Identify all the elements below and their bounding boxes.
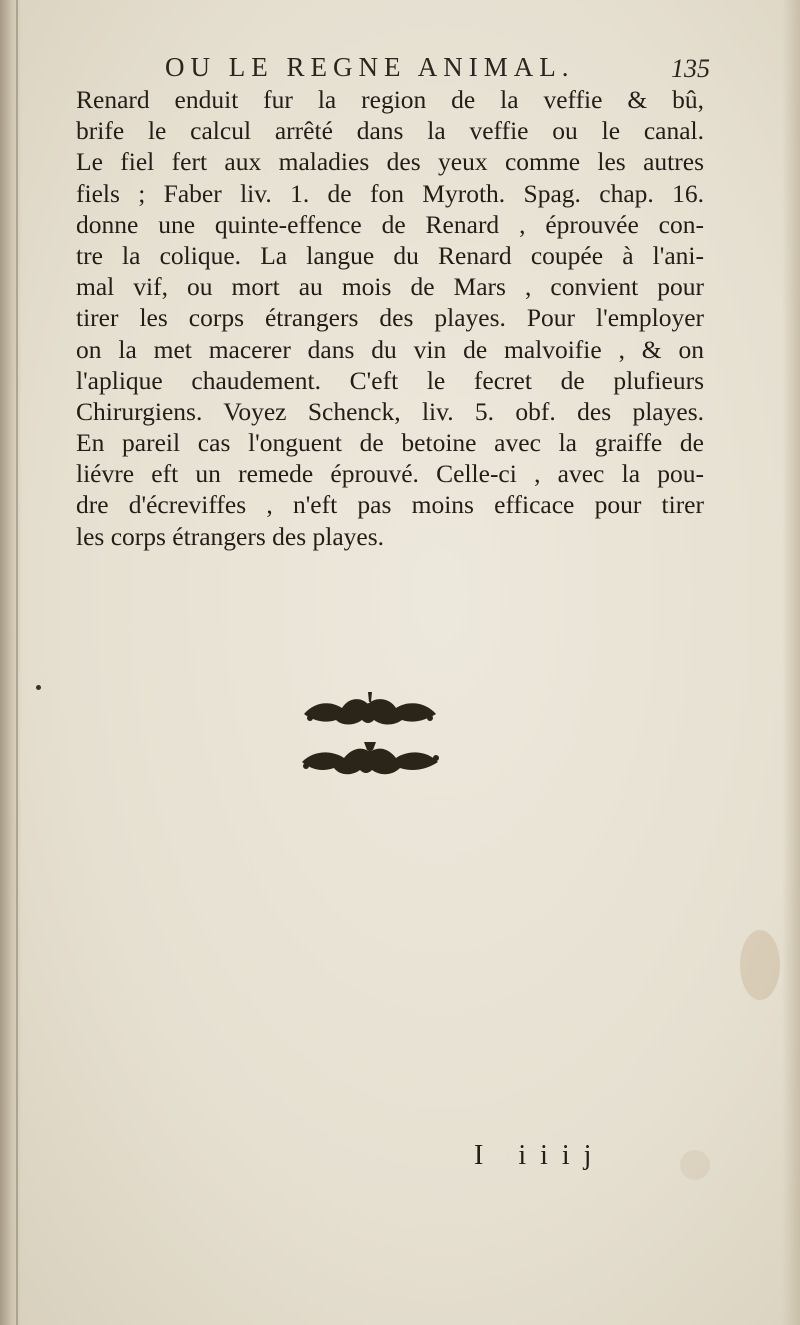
signature-mark: I iiij bbox=[474, 1140, 606, 1171]
ink-speck bbox=[36, 685, 41, 690]
text-line: liévre eft un remede éprouvé. Celle-ci , avec la pou- bbox=[76, 459, 704, 489]
text-line: En pareil cas l'onguent de betoine avec la graiffe de bbox=[76, 428, 704, 458]
text-line: Renard enduit fur la region de la veffie & bû, bbox=[76, 85, 704, 114]
text-line: Le fiel fert aux maladies des yeux comme les autres bbox=[76, 147, 704, 177]
paper-stain bbox=[740, 930, 780, 1000]
page-left-edge bbox=[0, 0, 22, 1325]
text-line: brife le calcul arrêté dans la veffie ou le canal. bbox=[76, 116, 704, 146]
page-number: 135 bbox=[671, 54, 710, 83]
text-line: fiels ; Faber liv. 1. de fon Myroth. Spag. chap. 16. bbox=[76, 178, 704, 208]
text-line: on la met macerer dans du vin de malvoifie , & on bbox=[76, 334, 704, 364]
printers-ornament-icon bbox=[290, 690, 450, 790]
running-title: OU LE REGNE ANIMAL. bbox=[165, 52, 575, 82]
text-line: tre la colique. La langue du Renard coupée à l'ani- bbox=[76, 240, 704, 270]
text-line: Chirurgiens. Voyez Schenck, liv. 5. obf. des playes. bbox=[76, 396, 704, 426]
page-right-edge bbox=[782, 0, 800, 1325]
binding-shadow bbox=[16, 0, 18, 1325]
body-text bbox=[76, 84, 704, 552]
text-line: dre d'écreviffes , n'eft pas moins efficace pour tirer bbox=[76, 490, 704, 520]
text-line: mal vif, ou mort au mois de Mars , convient pour bbox=[76, 272, 704, 302]
text-line: tirer les corps étrangers des playes. Pour l'employer bbox=[76, 303, 704, 333]
text-line: les corps étrangers des playes. bbox=[76, 521, 385, 551]
text-line: l'aplique chaudement. C'eft le fecret de plufieurs bbox=[76, 365, 704, 395]
running-header bbox=[165, 52, 710, 88]
paper-stain bbox=[680, 1150, 710, 1180]
text-line: donne une quinte-effence de Renard , éprouvée con- bbox=[76, 209, 704, 239]
